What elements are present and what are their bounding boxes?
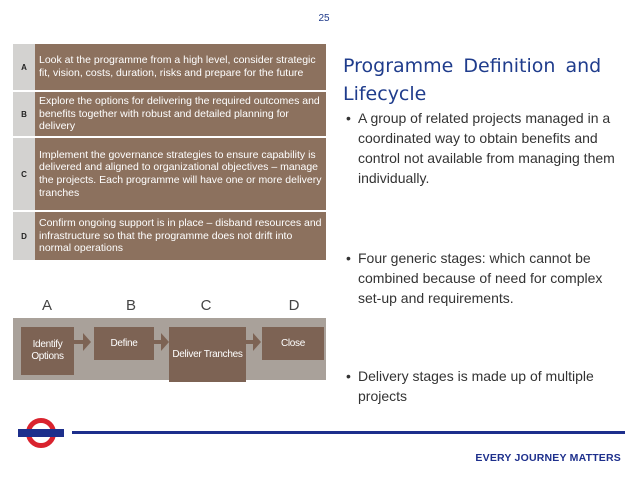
stage-letter: B	[13, 92, 35, 136]
bullet-item: • Four generic stages: which cannot be combined because of need for complex set-up and requirements.	[346, 248, 616, 308]
stage-row-b	[13, 92, 326, 138]
flow-letter-a: A	[41, 297, 52, 314]
stage-letter: C	[13, 138, 35, 210]
slide-title: Programme Definition and Lifecycle	[343, 55, 602, 105]
flow-step-identify-options: Identify Options	[21, 327, 74, 375]
footer-divider	[72, 431, 625, 434]
flow-arrow-icon	[253, 333, 261, 351]
roundel-logo-icon	[18, 418, 64, 448]
flow-arrow-icon	[83, 333, 91, 351]
stage-letter: D	[13, 212, 35, 260]
flow-letter-c: C	[200, 297, 212, 314]
flow-step-close: Close	[262, 327, 324, 360]
flow-step-define: Define	[94, 327, 154, 360]
flow-letter-d: D	[288, 297, 300, 314]
stage-letter: A	[13, 44, 35, 90]
stage-row-a	[13, 44, 326, 92]
flow-step-deliver-tranches: Deliver Tranches	[169, 327, 246, 382]
flow-arrow-icon	[161, 333, 169, 351]
stage-description: Look at the programme from a high level, consider strategic fit, vision, costs, duration, risks and prepare for the future	[35, 44, 326, 90]
stage-description: Implement the governance strategies to ensure capability is delivered and aligned to organizational objectives – manage the projects. Each programme will have one or more delivery tranches	[35, 138, 326, 210]
stage-row-c	[13, 138, 326, 212]
stage-description: Confirm ongoing support is in place – disband resources and infrastructure so that the programme does not drift into normal operations	[35, 212, 326, 260]
footer-tagline: EVERY JOURNEY MATTERS	[475, 452, 621, 464]
stage-description: Explore the options for delivering the required outcomes and benefits together with robust and detailed planning for delivery	[35, 92, 326, 136]
bullet-item: • A group of related projects managed in a coordinated way to obtain benefits and control not available from managing them individually.	[346, 108, 616, 188]
flow-letter-b: B	[125, 297, 136, 314]
bullet-item: • Delivery stages is made up of multiple projects	[346, 366, 616, 406]
stage-row-d	[13, 212, 326, 260]
page-number: 25	[318, 13, 330, 24]
